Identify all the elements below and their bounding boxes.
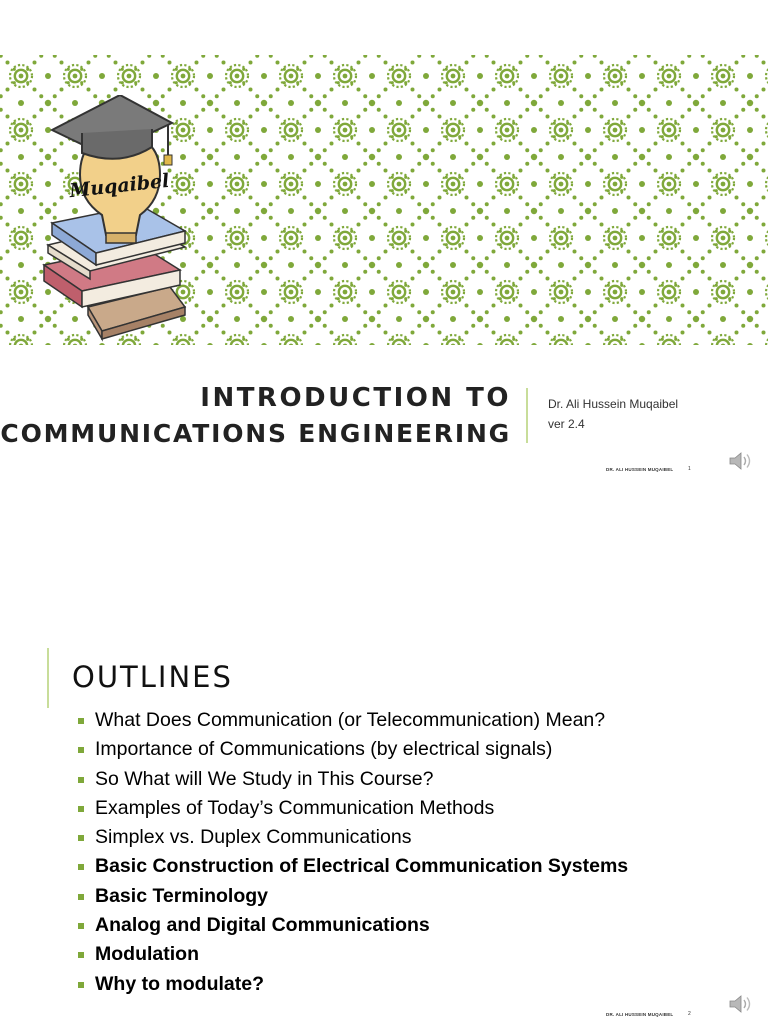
list-item: Why to modulate?: [78, 970, 628, 999]
list-item: Examples of Today’s Communication Methods: [78, 794, 628, 823]
author-name: Dr. Ali Hussein Muqaibel: [548, 397, 679, 411]
slide-title: [0, 380, 513, 452]
speaker-icon[interactable]: [728, 451, 754, 471]
muqaibel-logo: [40, 95, 200, 355]
bullet-icon: [78, 952, 84, 958]
page-number: 1: [688, 466, 691, 472]
bullet-icon: [78, 835, 84, 841]
logo-text: Muqaibel: [68, 169, 171, 203]
list-item: Modulation: [78, 940, 628, 969]
outline-slide: [0, 620, 768, 1024]
title-slide: [0, 55, 768, 485]
title-line-1: INTRODUCTION TO: [200, 383, 511, 413]
list-item: Basic Terminology: [78, 882, 628, 911]
speaker-icon[interactable]: [728, 994, 754, 1014]
list-item: What Does Communication (or Telecommunication) Mean?: [78, 706, 628, 735]
outline-heading: OUTLINES: [72, 660, 233, 694]
bullet-icon: [78, 923, 84, 929]
list-item: Importance of Communications (by electrical signals): [78, 735, 628, 764]
bullet-icon: [78, 864, 84, 870]
title-divider: [526, 388, 528, 443]
title-line-2: COMMUNICATIONS ENGINEERING: [0, 419, 511, 448]
bullet-icon: [78, 718, 84, 724]
list-item: Simplex vs. Duplex Communications: [78, 823, 628, 852]
list-item: Basic Construction of Electrical Communication Systems: [78, 852, 628, 881]
outline-list: [78, 706, 628, 999]
page-number: 2: [688, 1011, 691, 1017]
footer-author: DR. ALI HUSSEIN MUQAIBEL: [606, 1012, 674, 1017]
bullet-icon: [78, 777, 84, 783]
list-item: So What will We Study in This Course?: [78, 765, 628, 794]
version-label: ver 2.4: [548, 417, 585, 431]
list-item: Analog and Digital Communications: [78, 911, 628, 940]
bullet-icon: [78, 982, 84, 988]
bullet-icon: [78, 747, 84, 753]
footer-author: DR. ALI HUSSEIN MUQAIBEL: [606, 467, 674, 472]
bullet-icon: [78, 806, 84, 812]
bullet-icon: [78, 894, 84, 900]
heading-accent-bar: [47, 648, 49, 708]
